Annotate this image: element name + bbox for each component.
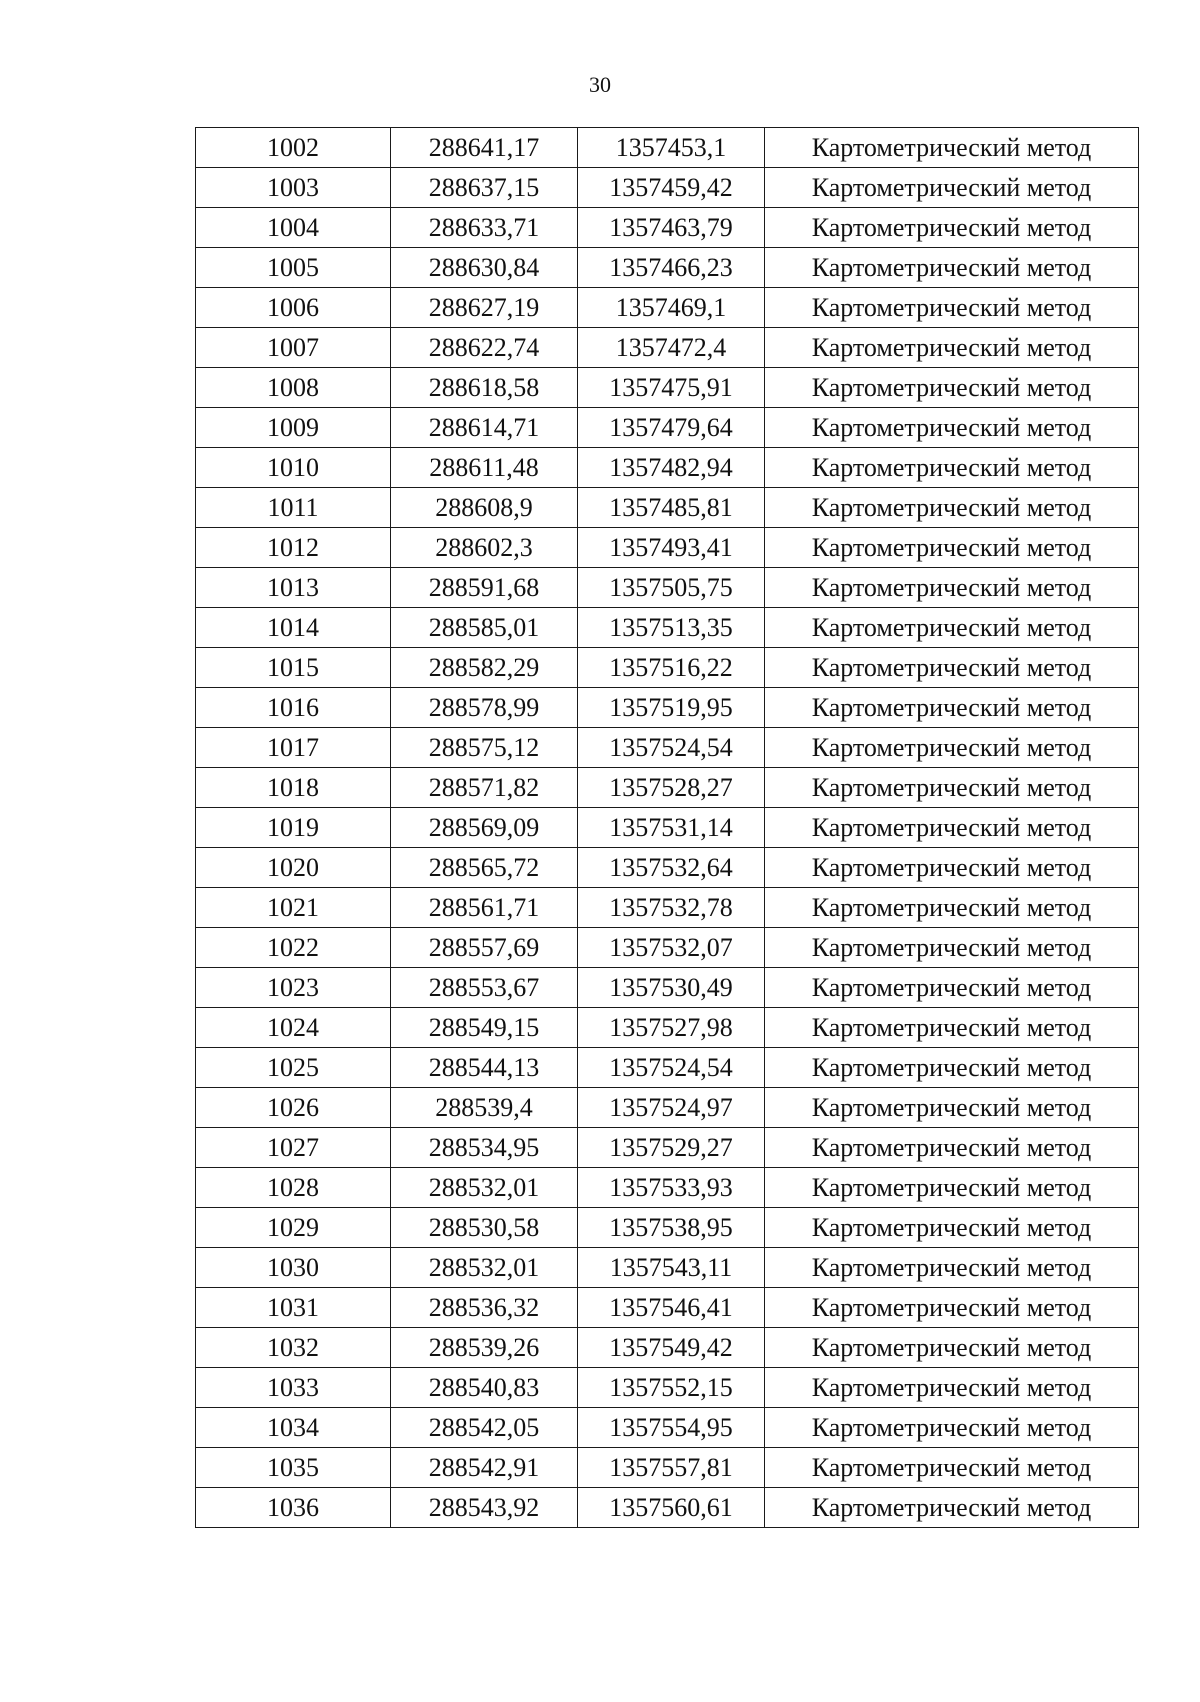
point-number-cell: 1033 — [196, 1368, 391, 1408]
y-coordinate-cell: 1357560,61 — [578, 1488, 765, 1528]
x-coordinate-cell: 288532,01 — [391, 1168, 578, 1208]
point-number-cell: 1022 — [196, 928, 391, 968]
y-coordinate-cell: 1357533,93 — [578, 1168, 765, 1208]
method-cell: Картометрический метод — [765, 648, 1139, 688]
x-coordinate-cell: 288582,29 — [391, 648, 578, 688]
method-cell: Картометрический метод — [765, 888, 1139, 928]
table-row — [196, 1168, 1139, 1208]
table-row — [196, 1128, 1139, 1168]
x-coordinate-cell: 288557,69 — [391, 928, 578, 968]
point-number-cell: 1006 — [196, 288, 391, 328]
point-number-cell: 1009 — [196, 408, 391, 448]
y-coordinate-cell: 1357505,75 — [578, 568, 765, 608]
y-coordinate-cell: 1357538,95 — [578, 1208, 765, 1248]
y-coordinate-cell: 1357463,79 — [578, 208, 765, 248]
table-row — [196, 248, 1139, 288]
table-row — [196, 1328, 1139, 1368]
method-cell: Картометрический метод — [765, 128, 1139, 168]
y-coordinate-cell: 1357516,22 — [578, 648, 765, 688]
y-coordinate-cell: 1357485,81 — [578, 488, 765, 528]
table-row — [196, 368, 1139, 408]
x-coordinate-cell: 288575,12 — [391, 728, 578, 768]
y-coordinate-cell: 1357459,42 — [578, 168, 765, 208]
point-number-cell: 1004 — [196, 208, 391, 248]
table-row — [196, 768, 1139, 808]
x-coordinate-cell: 288532,01 — [391, 1248, 578, 1288]
method-cell: Картометрический метод — [765, 168, 1139, 208]
x-coordinate-cell: 288536,32 — [391, 1288, 578, 1328]
table-row — [196, 488, 1139, 528]
table-row — [196, 1048, 1139, 1088]
point-number-cell: 1021 — [196, 888, 391, 928]
table-row — [196, 1488, 1139, 1528]
coordinates-table-body — [196, 128, 1139, 1528]
method-cell: Картометрический метод — [765, 408, 1139, 448]
point-number-cell: 1016 — [196, 688, 391, 728]
table-row — [196, 1088, 1139, 1128]
method-cell: Картометрический метод — [765, 608, 1139, 648]
point-number-cell: 1002 — [196, 128, 391, 168]
table-row — [196, 408, 1139, 448]
x-coordinate-cell: 288549,15 — [391, 1008, 578, 1048]
method-cell: Картометрический метод — [765, 768, 1139, 808]
y-coordinate-cell: 1357524,54 — [578, 1048, 765, 1088]
y-coordinate-cell: 1357530,49 — [578, 968, 765, 1008]
method-cell: Картометрический метод — [765, 1008, 1139, 1048]
method-cell: Картометрический метод — [765, 288, 1139, 328]
y-coordinate-cell: 1357453,1 — [578, 128, 765, 168]
x-coordinate-cell: 288608,9 — [391, 488, 578, 528]
method-cell: Картометрический метод — [765, 1048, 1139, 1088]
point-number-cell: 1030 — [196, 1248, 391, 1288]
y-coordinate-cell: 1357475,91 — [578, 368, 765, 408]
point-number-cell: 1029 — [196, 1208, 391, 1248]
x-coordinate-cell: 288611,48 — [391, 448, 578, 488]
x-coordinate-cell: 288561,71 — [391, 888, 578, 928]
method-cell: Картометрический метод — [765, 808, 1139, 848]
x-coordinate-cell: 288618,58 — [391, 368, 578, 408]
table-row — [196, 168, 1139, 208]
method-cell: Картометрический метод — [765, 848, 1139, 888]
table-row — [196, 1288, 1139, 1328]
x-coordinate-cell: 288571,82 — [391, 768, 578, 808]
point-number-cell: 1031 — [196, 1288, 391, 1328]
table-row — [196, 608, 1139, 648]
y-coordinate-cell: 1357513,35 — [578, 608, 765, 648]
page-number: 30 — [589, 72, 611, 97]
x-coordinate-cell: 288530,58 — [391, 1208, 578, 1248]
table-row — [196, 288, 1139, 328]
x-coordinate-cell: 288630,84 — [391, 248, 578, 288]
table-row — [196, 1248, 1139, 1288]
y-coordinate-cell: 1357529,27 — [578, 1128, 765, 1168]
method-cell: Картометрический метод — [765, 1408, 1139, 1448]
point-number-cell: 1036 — [196, 1488, 391, 1528]
point-number-cell: 1015 — [196, 648, 391, 688]
table-row — [196, 208, 1139, 248]
point-number-cell: 1017 — [196, 728, 391, 768]
y-coordinate-cell: 1357479,64 — [578, 408, 765, 448]
method-cell: Картометрический метод — [765, 1448, 1139, 1488]
x-coordinate-cell: 288578,99 — [391, 688, 578, 728]
y-coordinate-cell: 1357482,94 — [578, 448, 765, 488]
method-cell: Картометрический метод — [765, 1368, 1139, 1408]
method-cell: Картометрический метод — [765, 208, 1139, 248]
method-cell: Картометрический метод — [765, 528, 1139, 568]
method-cell: Картометрический метод — [765, 1288, 1139, 1328]
y-coordinate-cell: 1357466,23 — [578, 248, 765, 288]
x-coordinate-cell: 288614,71 — [391, 408, 578, 448]
y-coordinate-cell: 1357532,07 — [578, 928, 765, 968]
point-number-cell: 1032 — [196, 1328, 391, 1368]
y-coordinate-cell: 1357549,42 — [578, 1328, 765, 1368]
point-number-cell: 1027 — [196, 1128, 391, 1168]
method-cell: Картометрический метод — [765, 448, 1139, 488]
table-row — [196, 688, 1139, 728]
x-coordinate-cell: 288569,09 — [391, 808, 578, 848]
point-number-cell: 1026 — [196, 1088, 391, 1128]
y-coordinate-cell: 1357524,54 — [578, 728, 765, 768]
table-row — [196, 328, 1139, 368]
table-row — [196, 1208, 1139, 1248]
method-cell: Картометрический метод — [765, 488, 1139, 528]
table-row — [196, 1448, 1139, 1488]
x-coordinate-cell: 288622,74 — [391, 328, 578, 368]
coordinates-table — [195, 127, 1139, 1528]
point-number-cell: 1011 — [196, 488, 391, 528]
table-row — [196, 648, 1139, 688]
method-cell: Картометрический метод — [765, 328, 1139, 368]
point-number-cell: 1028 — [196, 1168, 391, 1208]
table-row — [196, 1408, 1139, 1448]
point-number-cell: 1024 — [196, 1008, 391, 1048]
y-coordinate-cell: 1357552,15 — [578, 1368, 765, 1408]
table-row — [196, 448, 1139, 488]
table-row — [196, 968, 1139, 1008]
method-cell: Картометрический метод — [765, 1328, 1139, 1368]
x-coordinate-cell: 288602,3 — [391, 528, 578, 568]
method-cell: Картометрический метод — [765, 1168, 1139, 1208]
point-number-cell: 1013 — [196, 568, 391, 608]
method-cell: Картометрический метод — [765, 1488, 1139, 1528]
table-row — [196, 848, 1139, 888]
table-row — [196, 1368, 1139, 1408]
y-coordinate-cell: 1357472,4 — [578, 328, 765, 368]
point-number-cell: 1005 — [196, 248, 391, 288]
point-number-cell: 1025 — [196, 1048, 391, 1088]
point-number-cell: 1003 — [196, 168, 391, 208]
y-coordinate-cell: 1357546,41 — [578, 1288, 765, 1328]
y-coordinate-cell: 1357554,95 — [578, 1408, 765, 1448]
point-number-cell: 1010 — [196, 448, 391, 488]
point-number-cell: 1012 — [196, 528, 391, 568]
table-row — [196, 128, 1139, 168]
x-coordinate-cell: 288534,95 — [391, 1128, 578, 1168]
point-number-cell: 1034 — [196, 1408, 391, 1448]
x-coordinate-cell: 288585,01 — [391, 608, 578, 648]
x-coordinate-cell: 288553,67 — [391, 968, 578, 1008]
y-coordinate-cell: 1357531,14 — [578, 808, 765, 848]
y-coordinate-cell: 1357493,41 — [578, 528, 765, 568]
x-coordinate-cell: 288540,83 — [391, 1368, 578, 1408]
y-coordinate-cell: 1357528,27 — [578, 768, 765, 808]
method-cell: Картометрический метод — [765, 728, 1139, 768]
method-cell: Картометрический метод — [765, 248, 1139, 288]
point-number-cell: 1008 — [196, 368, 391, 408]
x-coordinate-cell: 288539,4 — [391, 1088, 578, 1128]
point-number-cell: 1023 — [196, 968, 391, 1008]
x-coordinate-cell: 288544,13 — [391, 1048, 578, 1088]
x-coordinate-cell: 288542,91 — [391, 1448, 578, 1488]
table-row — [196, 528, 1139, 568]
method-cell: Картометрический метод — [765, 568, 1139, 608]
x-coordinate-cell: 288633,71 — [391, 208, 578, 248]
table-row — [196, 568, 1139, 608]
x-coordinate-cell: 288627,19 — [391, 288, 578, 328]
point-number-cell: 1020 — [196, 848, 391, 888]
method-cell: Картометрический метод — [765, 968, 1139, 1008]
point-number-cell: 1035 — [196, 1448, 391, 1488]
x-coordinate-cell: 288641,17 — [391, 128, 578, 168]
x-coordinate-cell: 288542,05 — [391, 1408, 578, 1448]
x-coordinate-cell: 288591,68 — [391, 568, 578, 608]
y-coordinate-cell: 1357519,95 — [578, 688, 765, 728]
y-coordinate-cell: 1357469,1 — [578, 288, 765, 328]
point-number-cell: 1018 — [196, 768, 391, 808]
y-coordinate-cell: 1357532,78 — [578, 888, 765, 928]
method-cell: Картометрический метод — [765, 368, 1139, 408]
table-row — [196, 888, 1139, 928]
method-cell: Картометрический метод — [765, 928, 1139, 968]
method-cell: Картометрический метод — [765, 1208, 1139, 1248]
x-coordinate-cell: 288637,15 — [391, 168, 578, 208]
method-cell: Картометрический метод — [765, 1088, 1139, 1128]
y-coordinate-cell: 1357557,81 — [578, 1448, 765, 1488]
y-coordinate-cell: 1357543,11 — [578, 1248, 765, 1288]
y-coordinate-cell: 1357527,98 — [578, 1008, 765, 1048]
x-coordinate-cell: 288543,92 — [391, 1488, 578, 1528]
method-cell: Картометрический метод — [765, 1248, 1139, 1288]
point-number-cell: 1019 — [196, 808, 391, 848]
method-cell: Картометрический метод — [765, 688, 1139, 728]
y-coordinate-cell: 1357524,97 — [578, 1088, 765, 1128]
point-number-cell: 1014 — [196, 608, 391, 648]
table-row — [196, 928, 1139, 968]
method-cell: Картометрический метод — [765, 1128, 1139, 1168]
table-row — [196, 1008, 1139, 1048]
point-number-cell: 1007 — [196, 328, 391, 368]
y-coordinate-cell: 1357532,64 — [578, 848, 765, 888]
table-row — [196, 808, 1139, 848]
x-coordinate-cell: 288539,26 — [391, 1328, 578, 1368]
x-coordinate-cell: 288565,72 — [391, 848, 578, 888]
table-row — [196, 728, 1139, 768]
